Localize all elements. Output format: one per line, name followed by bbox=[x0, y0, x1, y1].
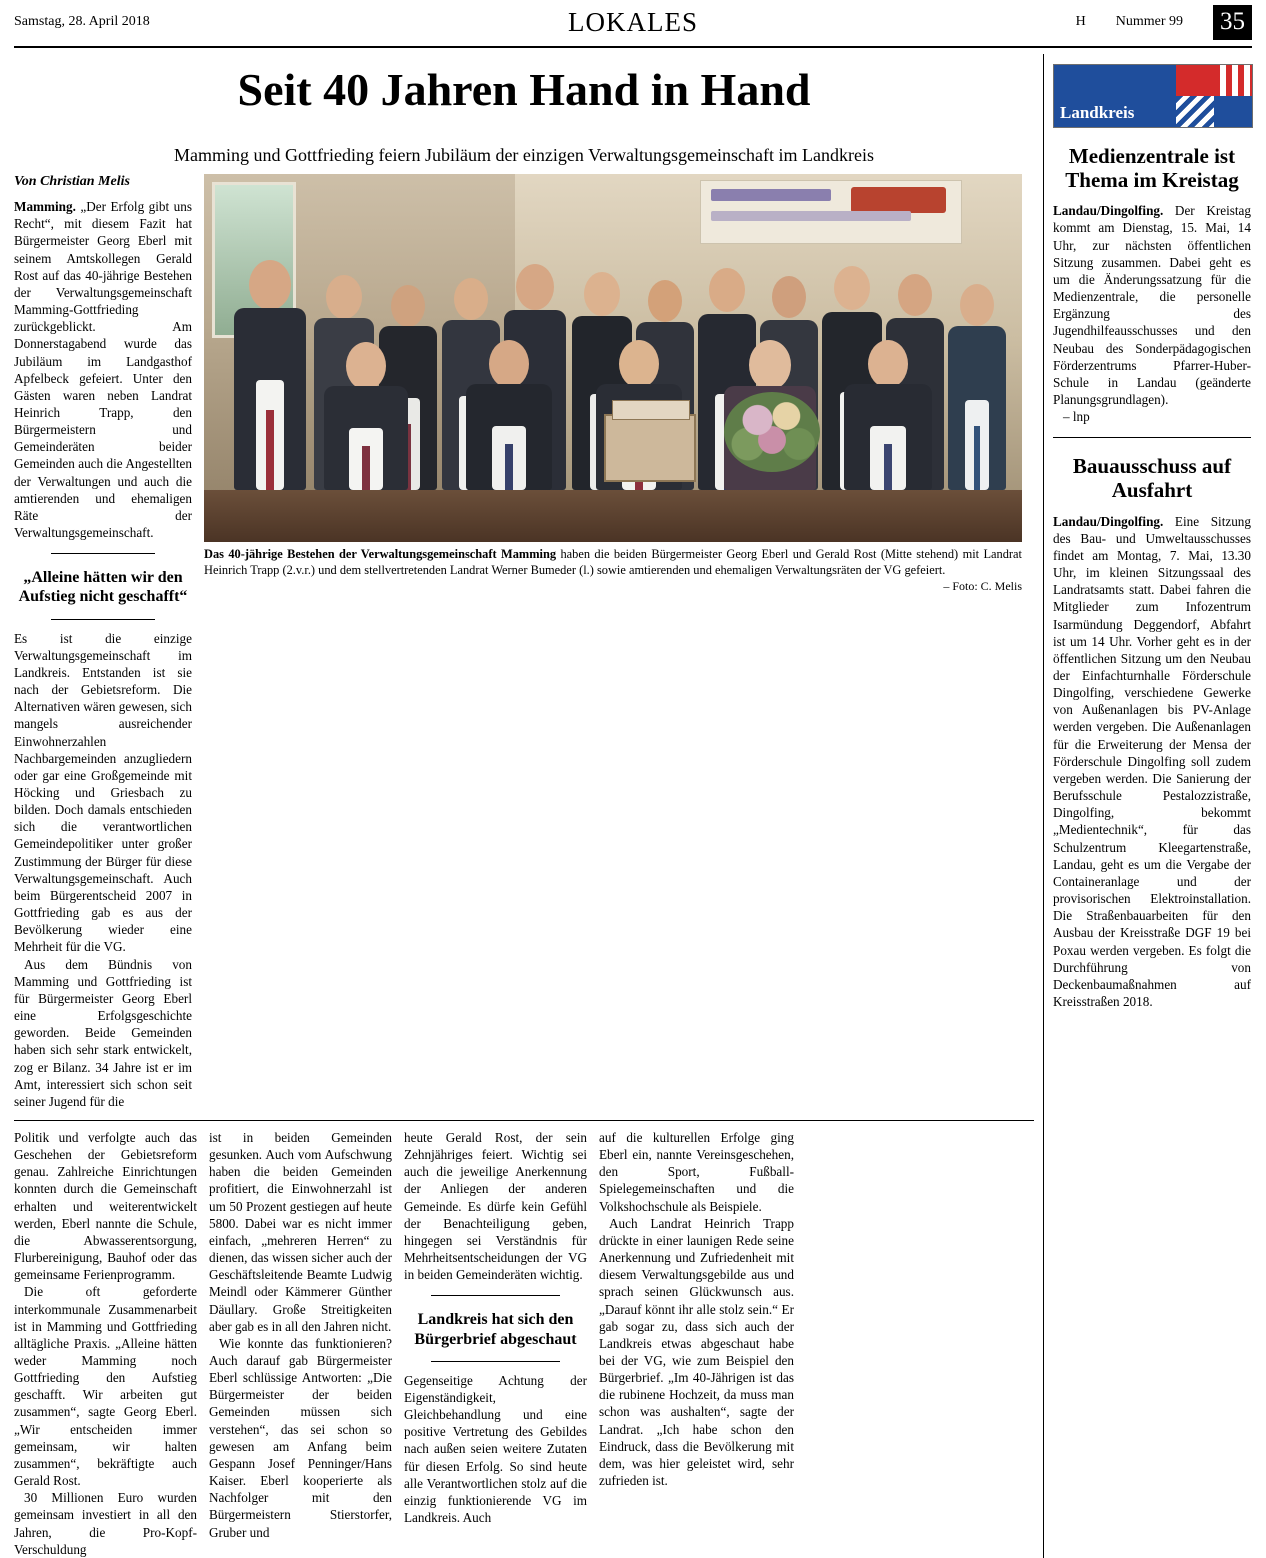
column-divider-rule-3 bbox=[431, 1295, 559, 1296]
vertical-rule bbox=[1043, 54, 1044, 1558]
article-paragraph: Die oft geforderte interkommunale Zusammenarbeit ist in Mamming und Gottfrieding alltägliche Praxis. „Alleine hätten weder Mamming noch Gottfrieding den Aufstieg geschafft. Wir arbeiten gut zusammen“, sagte Georg Eberl. „Wir entscheiden immer gemeinsam, wir halten zusammen“, bekräftigte auch Gerald Rost. bbox=[14, 1284, 197, 1489]
gift-lid bbox=[612, 400, 690, 420]
masthead-issue-number: Nummer 99 bbox=[1115, 14, 1183, 29]
crosshead-1: „Alleine hätten wir den Aufstieg nicht geschafft“ bbox=[18, 569, 188, 606]
article-lower-columns bbox=[14, 1120, 1034, 1558]
photo-person bbox=[234, 260, 306, 490]
article-paragraph: Es ist die einzige Verwaltungsgemeinschaft im Landkreis. Entstanden ist sie nach der Gebietsreform. Die Alternativen wären gewesen, sich mangels ausreichender Einwohnerzahlen Nachbargemeinden anzugliedern oder gar eine Großgemeinde mit Höcking und Griesbach zu bilden. Doch damals entschieden sich die verantwortlichen Gemeindepolitiker unter großer Zustimmung der Bürger für diese Verwaltungsgemeinschaft. Auch beim Bürgerentscheid 2007 in Gottfrieding gab es aus der Bevölkerung wieder eine Mehrheit für die VG. bbox=[14, 630, 192, 955]
sidebar-item1-signature: – lnp bbox=[1063, 409, 1090, 425]
crest-quarter-4 bbox=[1214, 96, 1252, 127]
caption-rest: haben die beiden Bürgermeister Georg Eberl und Gerald Rost (Mitte stehend) mit Landrat Heinrich Trapp (2.v.r.) und dem stellvertretenden Landrat Werner Bumeder (l.) sowie amtierenden und ehemaligen Verwaltungsräten der VG gefeiert. bbox=[204, 547, 1022, 577]
article-paragraph: Politik und verfolgte auch das Geschehen der Gebietsreform genau. Zahlreiche Einrichtungen konnten durch die Gemeinschaft erhalten und weiterentwickelt werden, Eberl nannte die Schule, die Abwasserentsorgung, Flurbereinigung, Bauhof oder das gemeinsame Ferienprogramm. bbox=[14, 1129, 197, 1283]
photo-credit: – Foto: C. Melis bbox=[943, 578, 1022, 593]
article-column-3 bbox=[209, 1129, 404, 1558]
photo-floor bbox=[204, 490, 1022, 542]
crosshead-2: Landkreis hat sich den Bürgerbrief abgeschaut bbox=[414, 1311, 577, 1348]
article-byline: Von Christian Melis bbox=[14, 174, 130, 190]
masthead-page-number: 35 bbox=[1213, 5, 1252, 40]
masthead bbox=[14, 0, 1252, 48]
sidebar-item1-dateline: Landau/Dingolfing. bbox=[1053, 203, 1164, 219]
photo-person-seated bbox=[844, 340, 932, 490]
landkreis-logo bbox=[1053, 64, 1253, 128]
article-headline: Seit 40 Jahren Hand in Hand bbox=[237, 64, 811, 115]
article-paragraph: Auch Landrat Heinrich Trapp drückte in einer launigen Rede seine Anerkennung und Zufriedenheit mit diesem Verwaltungsgebilde aus und sprach seinen Glückwunsch aus. „Darauf könnt ihr alle stolz sein.“ Er gab sogar zu, dass sich auch der Landkreis etwas abgeschaut habe bei der VG, wie zum Beispiel den Bürgerbrief. „Im 40-Jährigen ist das die rubinene Hochzeit, da muss man schon was aushalten“, sagte der Landrat. „Ich habe schon den Eindruck, dass die Bevölkerung mit dem, was hier geleistet wird, sehr zufrieden ist. bbox=[599, 1215, 794, 1489]
main-article-area bbox=[14, 54, 1034, 1558]
article-subheadline: Mamming und Gottfrieding feiern Jubiläum der einzigen Verwaltungsgemeinschaft im Landkreis bbox=[174, 145, 874, 166]
sidebar-rail bbox=[1053, 54, 1251, 1558]
sidebar-item1-headline: Medienzentrale ist Thema im Kreistag bbox=[1065, 144, 1239, 193]
sidebar-item1-text bbox=[1053, 202, 1251, 408]
photo-person-seated bbox=[466, 340, 552, 490]
lead-body: „Der Erfolg gibt uns Recht“, mit diesem Fazit hat Bürgermeister Georg Eberl mit seinem Amtskollegen Gerald Rost auf das 40-jährige Bestehen der Verwaltungsgemeinschaft Mamming-Gottfrieding zurückgeblickt. Am Donnerstagabend wurde das Jubiläum im Landgasthof Apfelbeck gefeiert. Unter den Gästen waren neben Landrat Heinrich Trapp, den Bürgermeistern und Gemeinderäten beider Gemeinden auch die Angestellten der Verwaltungen und auch die amtierenden und ehemaligen Räte der Verwaltungsgemeinschaft. bbox=[14, 199, 192, 541]
article-column-2 bbox=[14, 1129, 209, 1558]
photo-people-group bbox=[204, 190, 1022, 490]
group-photo bbox=[204, 174, 1022, 542]
crest-quarter-2 bbox=[1214, 65, 1252, 96]
photo-person-seated bbox=[324, 342, 408, 490]
article-paragraph: ist in beiden Gemeinden gesunken. Auch vom Aufschwung haben die beiden Gemeinden profitiert, die Einwohnerzahl ist um 50 Prozent gestiegen auf heute 5800. Dabei war es nicht immer einfach, „mehreren Herren“ zu dienen, das wissen sicher auch der Geschäftsleitende Beamte Ludwig Meindl oder Kämmerer Günther Däullary. Große Streitigkeiten aber gab es in all den Jahren nicht. bbox=[209, 1129, 392, 1334]
crest-quarter-3 bbox=[1176, 96, 1214, 127]
sidebar-divider bbox=[1053, 437, 1251, 438]
article-paragraph: heute Gerald Rost, der sein Zehnjähriges feiert. Wichtig sei auch die jeweilige Anerkennung der Anliegen der anderen Gemeinde. Es dürfe kein Gefühl der Benachteiligung geben, hingegen sei Verständnis für Mehrheitsentscheidungen der VG in beiden Gemeinderäten wichtig. bbox=[404, 1129, 587, 1283]
sidebar-item2-text bbox=[1053, 513, 1251, 1011]
article-column-5 bbox=[599, 1129, 794, 1558]
masthead-section-title: LOKALES bbox=[568, 6, 698, 37]
article-paragraph: Aus dem Bündnis von Mamming und Gottfrieding ist für Bürgermeister Georg Eberl eine Erfolgsgeschichte geworden. Beide Gemeinden haben sich sehr stark entwickelt, zog er Bilanz. 34 Jahre ist er im Amt, interessiert sich schon seit seiner Jugend für die bbox=[14, 956, 192, 1109]
sidebar-item2-headline: Bauausschuss auf Ausfahrt bbox=[1072, 454, 1232, 503]
masthead-date: Samstag, 28. April 2018 bbox=[14, 14, 150, 29]
caption-bold-lead: Das 40-jährige Bestehen der Verwaltungsgemeinschaft Mamming bbox=[204, 547, 557, 562]
article-column-1 bbox=[14, 174, 204, 1110]
column-divider-rule bbox=[51, 553, 154, 554]
sidebar-item1-body: Der Kreistag kommt am Dienstag, 15. Mai, 14 Uhr, zur nächsten öffentlichen Sitzung zusammen. Dabei geht es um die Änderungssatzung für die Medienzentrale, die personelle Ergänzung des Jugendhilfeausschusses und den Neubau des Sonderpädagogischen Förderzentrums Pfarrer-Huber-Schule in Landau (geänderte Planungsgrundlagen). bbox=[1053, 203, 1251, 407]
article-paragraph: Wie konnte das funktionieren? Auch darauf gab Bürgermeister Eberl schlüssige Antworten: „Die Bürgermeister der beiden Gemeinden müssen sich verstehen“, das sei schon so gewesen am Anfang beim Gespann Josef Penninger/Hans Kaiser. Eberl kooperierte als Nachfolger mit den Bürgermeistern Stierstorfer, Gruber und bbox=[209, 1335, 392, 1540]
photo-person bbox=[948, 284, 1006, 490]
crest-quarter-1 bbox=[1176, 65, 1214, 96]
page-body bbox=[14, 54, 1252, 1558]
article-column-4 bbox=[404, 1129, 599, 1558]
article-lead-paragraph bbox=[14, 198, 192, 541]
lead-dateline: Mamming. bbox=[14, 199, 76, 215]
article-paragraph: 30 Millionen Euro wurden gemeinsam investiert in all den Jahren, die Pro-Kopf-Verschuldung bbox=[14, 1490, 197, 1557]
landkreis-logo-text: Landkreis bbox=[1054, 65, 1176, 127]
coat-of-arms-icon bbox=[1176, 65, 1252, 127]
article-photo-block bbox=[204, 174, 1022, 1110]
sidebar-item2-dateline: Landau/Dingolfing. bbox=[1053, 513, 1164, 529]
sidebar-item2-body: Eine Sitzung des Bau- und Umweltausschusses findet am Montag, 7. Mai, 13.30 Uhr, im kleinen Sitzungssaal des Landratsamts statt. Dabei fahren die Mitglieder zum Infozentrum Isarmündung Deggendorf, Abfahrt ist um 14 Uhr. Vorher geht es in der öffentlichen Sitzung um den Neubau der Einfachturnhalle Förderschule Dingolfing, verschiedene Gewerke von Außenanlagen bis PV-Anlage werden vergeben. Die Außenanlagen für die Erweiterung der Mensa der Förderschule Dingolfing soll zudem vergeben werden. Die Sanierung der Berufsschule Pestalozzistraße, Dingolfing, bekommt „Medientechnik“, für das Schulzentrum Kleegartenstraße, Landau, geht es um die Vergabe der Containeranlage und der provisorischen Elektroinstallation. Die Straßenbauarbeiten für den Ausbau der Kreisstraße DGF 19 bei Poxau werden vergeben. Es folgt die Durchführung von Deckenbaumaßnahmen auf Kreisstraßen 2018. bbox=[1053, 513, 1251, 1009]
photo-caption bbox=[204, 547, 1022, 594]
article-paragraph: Gegenseitige Achtung der Eigenständigkeit, Gleichbehandlung und eine positive Vertretung des Gebildes nach außen seien weitere Zutaten für diesen Erfolg. So sind heute alle Verantwortlichen stolz auf die einzig funktionierende VG im Landkreis. Auch bbox=[404, 1372, 587, 1526]
photo-gift-box bbox=[604, 414, 696, 482]
article-upper-section bbox=[14, 174, 1034, 1110]
masthead-edition-letter: H bbox=[1075, 14, 1086, 29]
column-divider-rule-4 bbox=[431, 1361, 559, 1362]
photo-flower-bouquet bbox=[724, 392, 820, 472]
article-paragraph: auf die kulturellen Erfolge ging Eberl ein, nannte Vereinsgeschehen, den Sport, Fußball-Spielegemeinschaften und die Volkshochschule als Beispiele. bbox=[599, 1129, 794, 1214]
column-divider-rule-2 bbox=[51, 619, 154, 620]
